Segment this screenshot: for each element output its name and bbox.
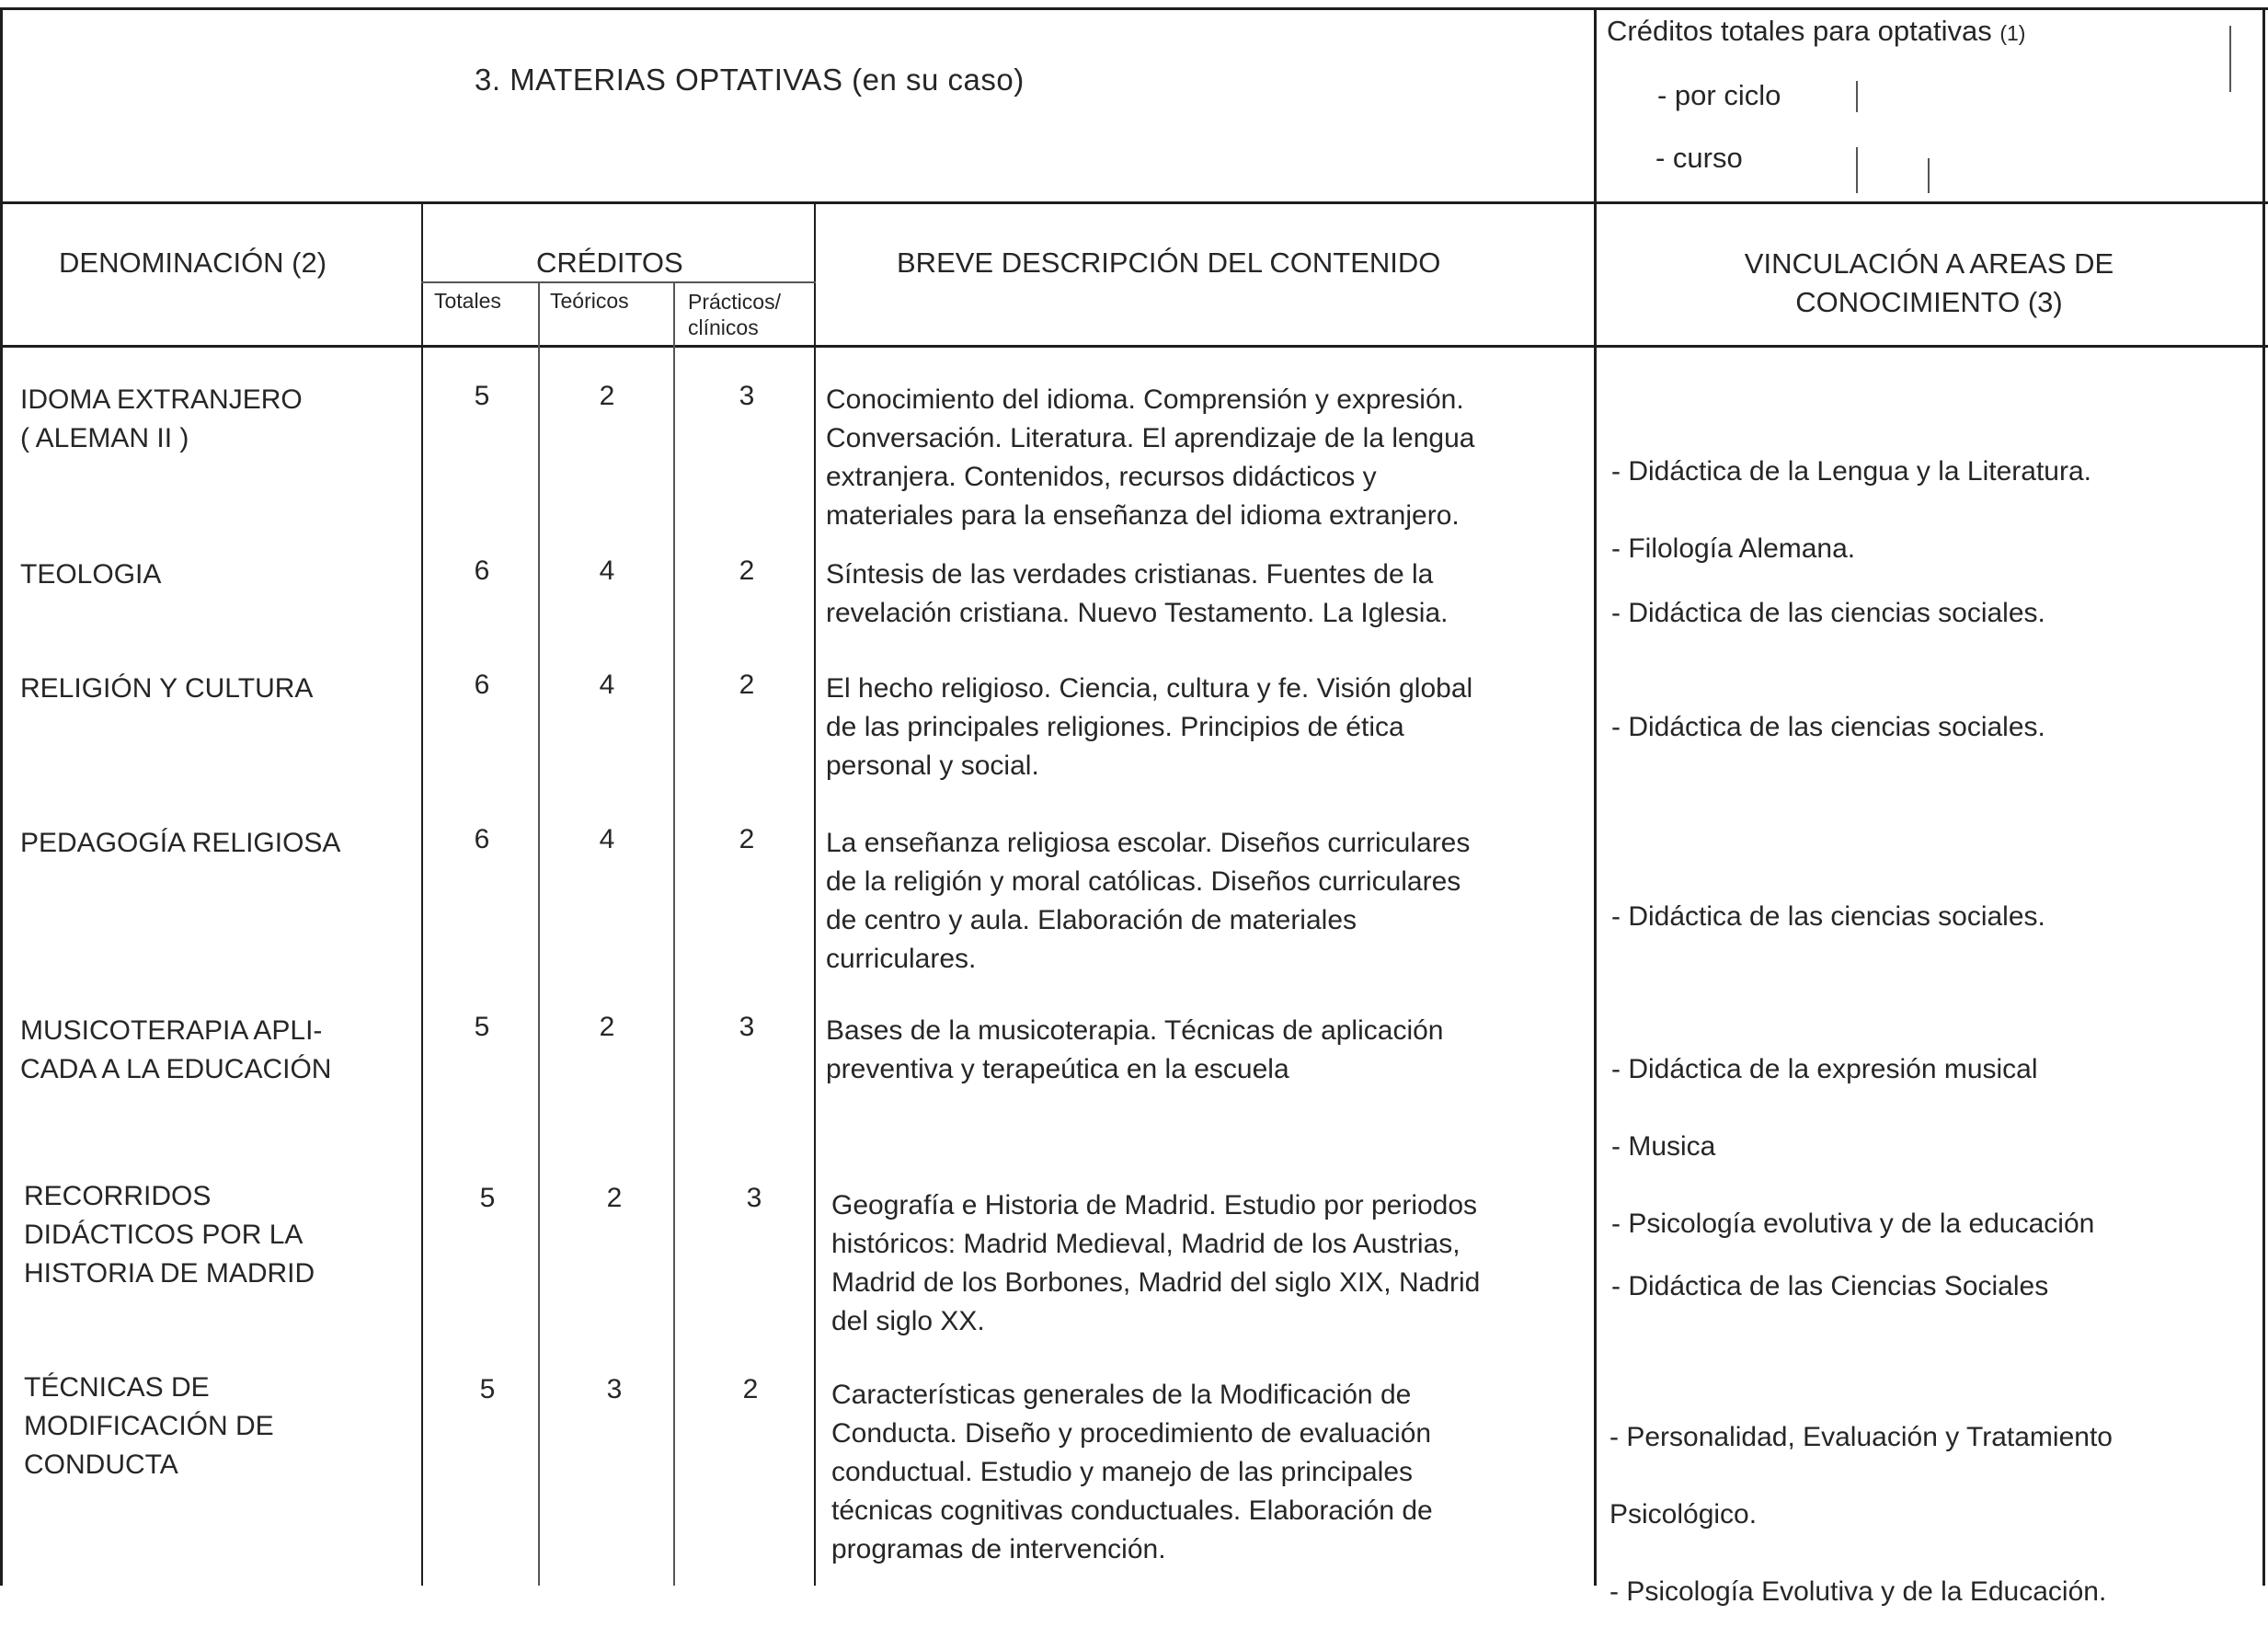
row-teoricos: 2 bbox=[599, 1012, 615, 1042]
row-totales: 5 bbox=[474, 1012, 490, 1042]
row-description: Síntesis de las verdades cristianas. Fuentes de la revelación cristiana. Nuevo Testamento. La Iglesia. bbox=[826, 559, 1449, 628]
row-practicos: 3 bbox=[739, 1012, 755, 1042]
row-description: Geografía e Historia de Madrid. Estudio por periodos históricos: Madrid Medieval, Madrid de los Austrias, Madrid de los Borbones, Madrid del siglo XIX, Nadrid del siglo XX. bbox=[831, 1190, 1481, 1336]
row-teoricos: 2 bbox=[599, 381, 615, 411]
section-title: 3. MATERIAS OPTATIVAS (en su caso) bbox=[475, 63, 1025, 97]
row-practicos: 2 bbox=[739, 670, 755, 700]
area-item: - Musica bbox=[1611, 1131, 1716, 1162]
row-practicos: 3 bbox=[739, 381, 755, 411]
por-ciclo-marker bbox=[1856, 81, 1858, 112]
area-item: - Didáctica de las ciencias sociales. bbox=[1611, 901, 2045, 932]
curso-marker bbox=[1856, 147, 1858, 193]
row-teoricos: 4 bbox=[599, 670, 615, 700]
table-top-border bbox=[0, 7, 2268, 10]
row-description: Características generales de la Modificación de Conducta. Diseño y procedimiento de evaluación conductual. Estudio y manejo de las principales técnicas cognitivas conductuales. Elaboración de programas de intervención. bbox=[831, 1380, 1433, 1564]
row-name: TÉCNICAS DE MODIFICACIÓN DE CONDUCTA bbox=[24, 1372, 274, 1480]
col-sep-totales-right bbox=[538, 283, 540, 1586]
row-teoricos: 4 bbox=[599, 556, 615, 586]
row-name: RECORRIDOS DIDÁCTICOS POR LA HISTORIA DE MADRID bbox=[24, 1181, 315, 1289]
row-practicos: 2 bbox=[739, 556, 755, 586]
row-areas bbox=[1611, 670, 2045, 785]
curso-marker-2 bbox=[1928, 158, 1930, 193]
row-name: IDOMA EXTRANJERO ( ALEMAN II ) bbox=[20, 384, 303, 453]
row-areas bbox=[1609, 1380, 2113, 1650]
row-totales: 5 bbox=[479, 1183, 496, 1213]
table-right-border bbox=[2262, 7, 2265, 1586]
area-item: Psicológico. bbox=[1609, 1499, 1758, 1530]
row-areas bbox=[1611, 1229, 2048, 1345]
table-left-border bbox=[0, 7, 3, 1586]
area-item: - Didáctica de las Ciencias Sociales bbox=[1611, 1271, 2049, 1301]
row-name: TEOLOGIA bbox=[20, 559, 162, 590]
col-header-totales: Totales bbox=[434, 289, 501, 313]
col-sep-teoricos-right bbox=[673, 283, 675, 1586]
col-header-practicos: Prácticos/ clínicos bbox=[688, 290, 781, 339]
col-header-descripcion: BREVE DESCRIPCIÓN DEL CONTENIDO bbox=[897, 246, 1441, 279]
creditos-totales-label bbox=[1607, 15, 2025, 48]
col-header-creditos: CRÉDITOS bbox=[536, 246, 683, 279]
por-ciclo-label: - por ciclo bbox=[1657, 79, 1781, 111]
row-teoricos: 3 bbox=[606, 1374, 623, 1404]
area-item: - Didáctica de las ciencias sociales. bbox=[1611, 712, 2045, 742]
row-totales: 6 bbox=[474, 556, 490, 586]
col-header-vinculacion: VINCULACIÓN A AREAS DE CONOCIMIENTO (3) bbox=[1744, 247, 2114, 318]
row-teoricos: 4 bbox=[599, 824, 615, 854]
col-header-teoricos: Teóricos bbox=[550, 289, 629, 313]
area-item: - Filología Alemana. bbox=[1611, 533, 1856, 564]
total-marker bbox=[2229, 26, 2231, 92]
area-item: - Didáctica de las ciencias sociales. bbox=[1611, 598, 2045, 628]
row-practicos: 2 bbox=[739, 824, 755, 854]
col-sep-creditos-left bbox=[421, 203, 423, 1586]
row-description: Conocimiento del idioma. Comprensión y expresión. Conversación. Literatura. El aprendizaje de la lengua extranjera. Contenidos, recursos didácticos y materiales para la enseñanza del idioma extranjero. bbox=[826, 384, 1475, 531]
row-description: El hecho religioso. Ciencia, cultura y fe. Visión global de las principales religiones. Principios de ética personal y social. bbox=[826, 673, 1473, 781]
area-item: - Didáctica de la Lengua y la Literatura. bbox=[1611, 456, 2091, 487]
row-description: La enseñanza religiosa escolar. Diseños curriculares de la religión y moral católicas. Diseños curriculares de centro y aula. Elaboración de materiales curriculares. bbox=[826, 828, 1471, 974]
area-item: - Didáctica de la expresión musical bbox=[1611, 1054, 2038, 1084]
row-totales: 5 bbox=[479, 1374, 496, 1404]
creditos-totales-text: Créditos totales para optativas bbox=[1607, 15, 1992, 47]
row-teoricos: 2 bbox=[606, 1183, 623, 1213]
area-item: - Psicología evolutiva y de la educación bbox=[1611, 1209, 2095, 1239]
row-totales: 6 bbox=[474, 670, 490, 700]
row-name: RELIGIÓN Y CULTURA bbox=[20, 673, 314, 704]
curso-label: - curso bbox=[1655, 142, 1743, 174]
row-name: PEDAGOGÍA RELIGIOSA bbox=[20, 828, 341, 858]
column-header-bottom-border bbox=[0, 345, 2268, 348]
header-bottom-border bbox=[0, 201, 2268, 204]
row-description: Bases de la musicoterapia. Técnicas de aplicación preventiva y terapeútica en la escuela bbox=[826, 1015, 1444, 1084]
row-name: MUSICOTERAPIA APLI- CADA A LA EDUCACIÓN bbox=[20, 1015, 332, 1084]
row-areas bbox=[1611, 556, 2045, 671]
row-areas bbox=[1611, 859, 2045, 975]
row-totales: 5 bbox=[474, 381, 490, 411]
col-sep-descripcion-left bbox=[814, 203, 816, 1586]
creditos-totales-note: (1) bbox=[1999, 21, 2026, 45]
row-practicos: 3 bbox=[746, 1183, 762, 1213]
area-item: - Personalidad, Evaluación y Tratamiento bbox=[1609, 1422, 2113, 1452]
creditos-subheader-line bbox=[421, 281, 816, 283]
row-totales: 6 bbox=[474, 824, 490, 854]
col-header-denominacion: DENOMINACIÓN (2) bbox=[59, 246, 327, 279]
area-item: - Psicología Evolutiva y de la Educación. bbox=[1609, 1576, 2107, 1607]
row-practicos: 2 bbox=[742, 1374, 759, 1404]
